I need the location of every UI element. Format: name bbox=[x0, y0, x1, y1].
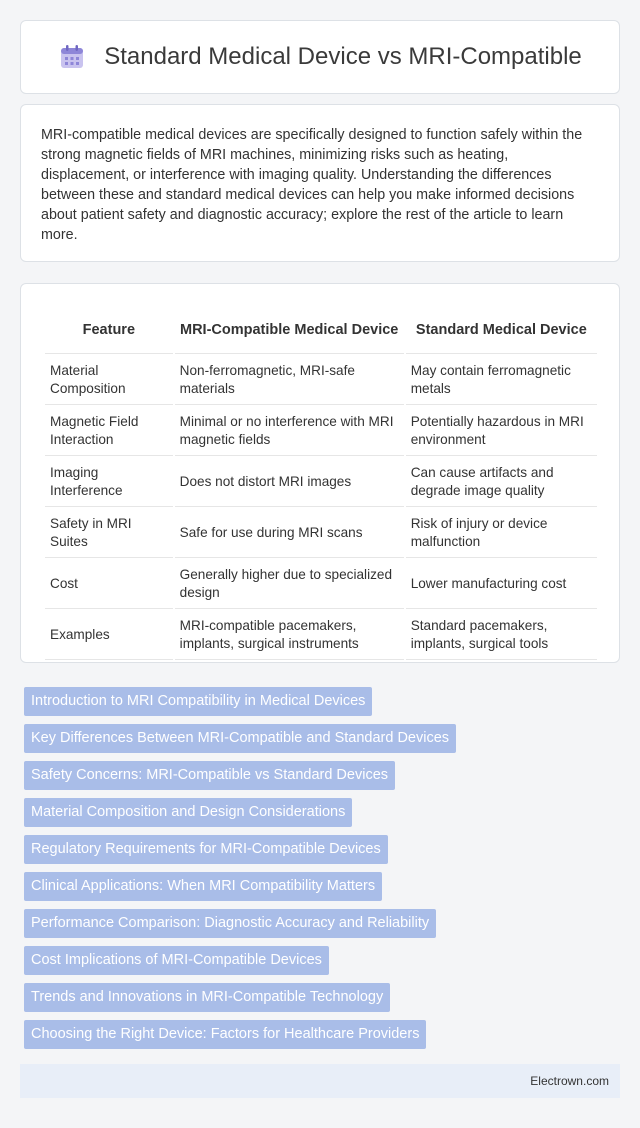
header-mri-compatible: MRI-Compatible Medical Device bbox=[175, 306, 404, 354]
table-cell: Non-ferromagnetic, MRI-safe materials bbox=[175, 356, 404, 405]
table-cell: Magnetic Field Interaction bbox=[45, 407, 173, 456]
table-row bbox=[45, 458, 597, 507]
table-cell: Material Composition bbox=[45, 356, 173, 405]
toc-link[interactable]: Safety Concerns: MRI-Compatible vs Standard Devices bbox=[24, 761, 395, 790]
intro-card bbox=[20, 104, 620, 262]
toc-link[interactable]: Trends and Innovations in MRI-Compatible Technology bbox=[24, 983, 390, 1012]
toc-link[interactable]: Key Differences Between MRI-Compatible and Standard Devices bbox=[24, 724, 456, 753]
comparison-table-card bbox=[20, 283, 620, 663]
table-cell: Cost bbox=[45, 560, 173, 609]
table-cell: Can cause artifacts and degrade image quality bbox=[406, 458, 597, 507]
table-cell: Does not distort MRI images bbox=[175, 458, 404, 507]
table-row bbox=[45, 356, 597, 405]
toc-link[interactable]: Choosing the Right Device: Factors for Healthcare Providers bbox=[24, 1020, 426, 1049]
header-feature: Feature bbox=[45, 306, 173, 354]
table-cell: May contain ferromagnetic metals bbox=[406, 356, 597, 405]
table-cell: Generally higher due to specialized design bbox=[175, 560, 404, 609]
footer-site-name: Electrown.com bbox=[530, 1074, 609, 1088]
table-cell: Safe for use during MRI scans bbox=[175, 509, 404, 558]
footer bbox=[20, 1064, 620, 1098]
page-title: Standard Medical Device vs MRI-Compatible bbox=[104, 43, 582, 70]
table-cell: Standard pacemakers, implants, surgical tools bbox=[406, 611, 597, 660]
table-header-row bbox=[45, 306, 597, 354]
calendar-icon bbox=[58, 43, 86, 71]
table-cell: Minimal or no interference with MRI magnetic fields bbox=[175, 407, 404, 456]
table-cell: Imaging Interference bbox=[45, 458, 173, 507]
header-standard: Standard Medical Device bbox=[406, 306, 597, 354]
header-card bbox=[20, 20, 620, 94]
toc-link[interactable]: Introduction to MRI Compatibility in Medical Devices bbox=[24, 687, 372, 716]
table-cell: Risk of injury or device malfunction bbox=[406, 509, 597, 558]
intro-paragraph: MRI-compatible medical devices are specifically designed to function safely within the strong magnetic fields of MRI machines, minimizing risks such as heating, displacement, or interference with imaging quality. Understanding the differences between these and standard medical devices can help you make informed decisions about patient safety and diagnostic accuracy; explore the rest of the article to learn more. bbox=[41, 127, 583, 243]
toc-link[interactable]: Regulatory Requirements for MRI-Compatible Devices bbox=[24, 835, 388, 864]
table-cell: Lower manufacturing cost bbox=[406, 560, 597, 609]
table-cell: Potentially hazardous in MRI environment bbox=[406, 407, 597, 456]
toc-link[interactable]: Material Composition and Design Considerations bbox=[24, 798, 352, 827]
table-cell: Safety in MRI Suites bbox=[45, 509, 173, 558]
toc-link[interactable]: Cost Implications of MRI-Compatible Devices bbox=[24, 946, 329, 975]
table-cell: MRI-compatible pacemakers, implants, surgical instruments bbox=[175, 611, 404, 660]
table-cell: Examples bbox=[45, 611, 173, 660]
toc-link[interactable]: Performance Comparison: Diagnostic Accuracy and Reliability bbox=[24, 909, 436, 938]
table-row bbox=[45, 560, 597, 609]
comparison-table bbox=[43, 304, 599, 662]
header bbox=[58, 43, 582, 71]
table-of-contents bbox=[24, 687, 456, 1057]
table-row bbox=[45, 509, 597, 558]
toc-link[interactable]: Clinical Applications: When MRI Compatibility Matters bbox=[24, 872, 382, 901]
table-row bbox=[45, 407, 597, 456]
table-row bbox=[45, 611, 597, 660]
